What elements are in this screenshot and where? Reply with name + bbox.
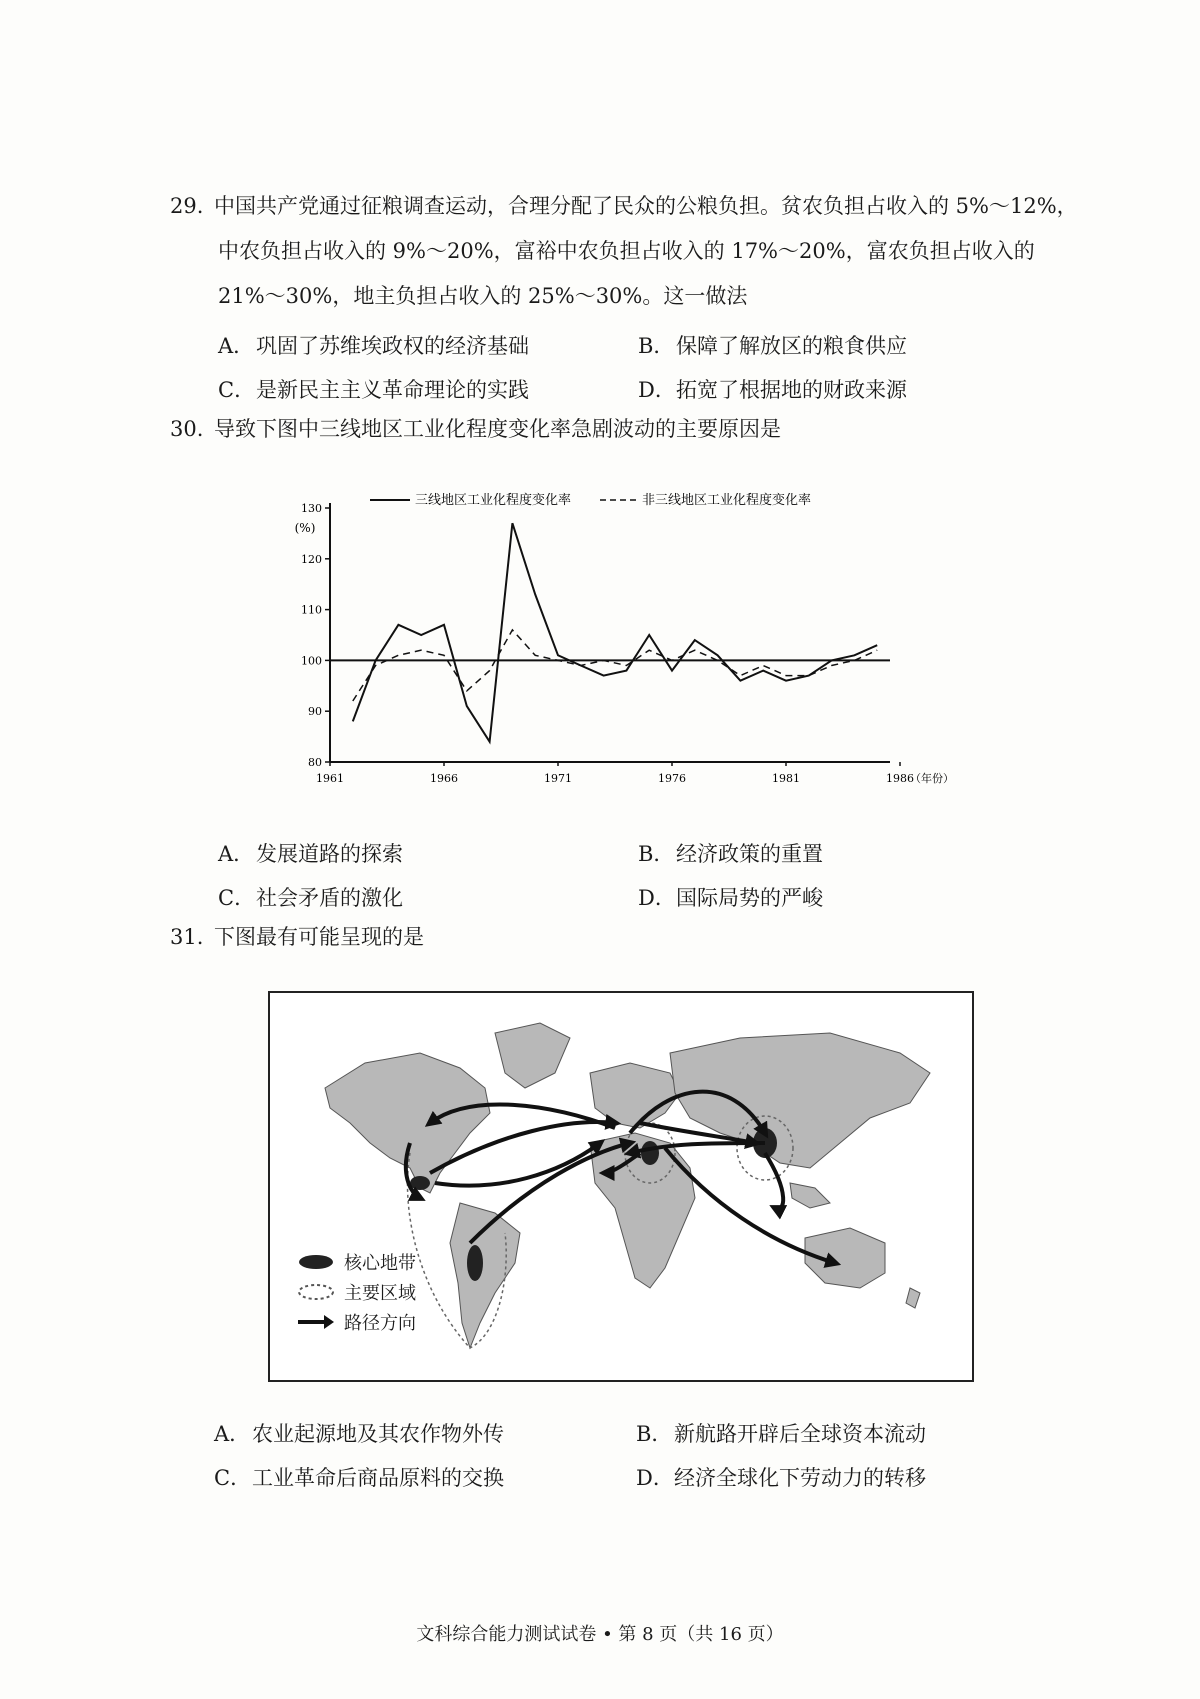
page-footer: 文科综合能力测试试卷 • 第 8 页（共 16 页） xyxy=(416,1624,784,1645)
q29-line-3: 21%～30%，地主负担占收入的 25%～30%。这一做法 xyxy=(218,284,748,308)
q31-option-c-text: 工业革命后商品原料的交换 xyxy=(252,1466,504,1490)
q29-text-1: 中国共产党通过征粮调查运动，合理分配了民众的公粮负担。贫农负担占收入的 5%～12%， xyxy=(214,194,1078,218)
q30-stem xyxy=(170,419,781,440)
q30-text: 导致下图中三线地区工业化程度变化率急剧波动的主要原因是 xyxy=(214,417,781,441)
series-line-sanxian xyxy=(353,523,877,742)
legend-path xyxy=(296,1309,416,1335)
legend-series-2-label: 非三线地区工业化程度变化率 xyxy=(642,493,812,508)
y-tick-label: 100 xyxy=(301,654,322,668)
x-tick-label: 1966 xyxy=(430,772,458,785)
y-axis-label: (%) xyxy=(294,521,316,535)
q31-option-a[interactable]: A．农业起源地及其农作物外传 xyxy=(214,1422,504,1446)
q29-option-a-text: 巩固了苏维埃政权的经济基础 xyxy=(256,334,529,358)
q30-option-d-text: 国际局势的严峻 xyxy=(676,886,823,910)
q29-option-c-text: 是新民主主义革命理论的实践 xyxy=(256,378,529,402)
x-tick-label: 1986 xyxy=(886,772,914,785)
x-tick-label: 1971 xyxy=(544,772,572,785)
q30-option-c-text: 社会矛盾的激化 xyxy=(256,886,403,910)
route-arrow-icon xyxy=(296,1312,336,1332)
x-axis-label: （年份） xyxy=(910,772,954,785)
q31-option-d-text: 经济全球化下劳动力的转移 xyxy=(674,1466,926,1490)
x-tick-label: 1961 xyxy=(316,772,344,785)
q29-line-1 xyxy=(170,196,1078,217)
main-region-icon xyxy=(296,1282,336,1302)
q31-option-a-text: 农业起源地及其农作物外传 xyxy=(252,1422,504,1446)
q30-option-a-text: 发展道路的探索 xyxy=(256,842,403,866)
q30-option-b-text: 经济政策的重置 xyxy=(676,842,823,866)
series-line-non-sanxian xyxy=(353,630,877,701)
legend-path-label: 路径方向 xyxy=(344,1313,416,1334)
legend-core xyxy=(296,1249,416,1275)
q29-option-a[interactable]: A．巩固了苏维埃政权的经济基础 xyxy=(218,334,529,358)
y-tick-label: 80 xyxy=(308,756,322,769)
legend-core-label: 核心地带 xyxy=(344,1253,416,1274)
q31-stem xyxy=(170,927,424,948)
q31-number: 31. xyxy=(170,925,204,949)
q29-number: 29. xyxy=(170,194,204,218)
legend-series-1-label: 三线地区工业化程度变化率 xyxy=(415,493,572,508)
q30-option-a[interactable]: A．发展道路的探索 xyxy=(218,842,403,866)
q31-text: 下图最有可能呈现的是 xyxy=(214,925,424,949)
q31-option-b-text: 新航路开辟后全球资本流动 xyxy=(674,1422,926,1446)
core-zone-icon xyxy=(296,1252,336,1272)
q29-option-d[interactable]: D．拓宽了根据地的财政来源 xyxy=(638,378,907,402)
q30-number: 30. xyxy=(170,417,204,441)
y-tick-label: 130 xyxy=(301,502,322,515)
q29-option-d-text: 拓宽了根据地的财政来源 xyxy=(676,378,907,402)
y-tick-label: 110 xyxy=(301,603,322,617)
x-tick-label: 1981 xyxy=(772,772,800,785)
y-tick-label: 90 xyxy=(308,705,322,719)
q30-option-b[interactable]: B．经济政策的重置 xyxy=(638,842,823,866)
industrialization-line-chart xyxy=(270,488,970,798)
world-route-map xyxy=(268,991,974,1382)
q29-line-2: 中农负担占收入的 9%～20%，富裕中农负担占收入的 17%～20%，富农负担占收入的 xyxy=(218,239,1035,263)
q29-option-b[interactable]: B．保障了解放区的粮食供应 xyxy=(638,334,907,358)
legend-region-label: 主要区域 xyxy=(344,1283,416,1304)
y-tick-label: 120 xyxy=(301,552,322,566)
q31-option-b[interactable]: B．新航路开辟后全球资本流动 xyxy=(636,1422,926,1446)
q29-option-b-text: 保障了解放区的粮食供应 xyxy=(676,334,907,358)
q30-option-c[interactable]: C．社会矛盾的激化 xyxy=(218,886,403,910)
q31-option-d[interactable]: D．经济全球化下劳动力的转移 xyxy=(636,1466,926,1490)
x-tick-label: 1976 xyxy=(658,772,686,785)
q31-option-c[interactable]: C．工业革命后商品原料的交换 xyxy=(214,1466,504,1490)
q29-option-c[interactable]: C．是新民主主义革命理论的实践 xyxy=(218,378,529,402)
legend-region xyxy=(296,1279,416,1305)
q30-option-d[interactable]: D．国际局势的严峻 xyxy=(638,886,823,910)
